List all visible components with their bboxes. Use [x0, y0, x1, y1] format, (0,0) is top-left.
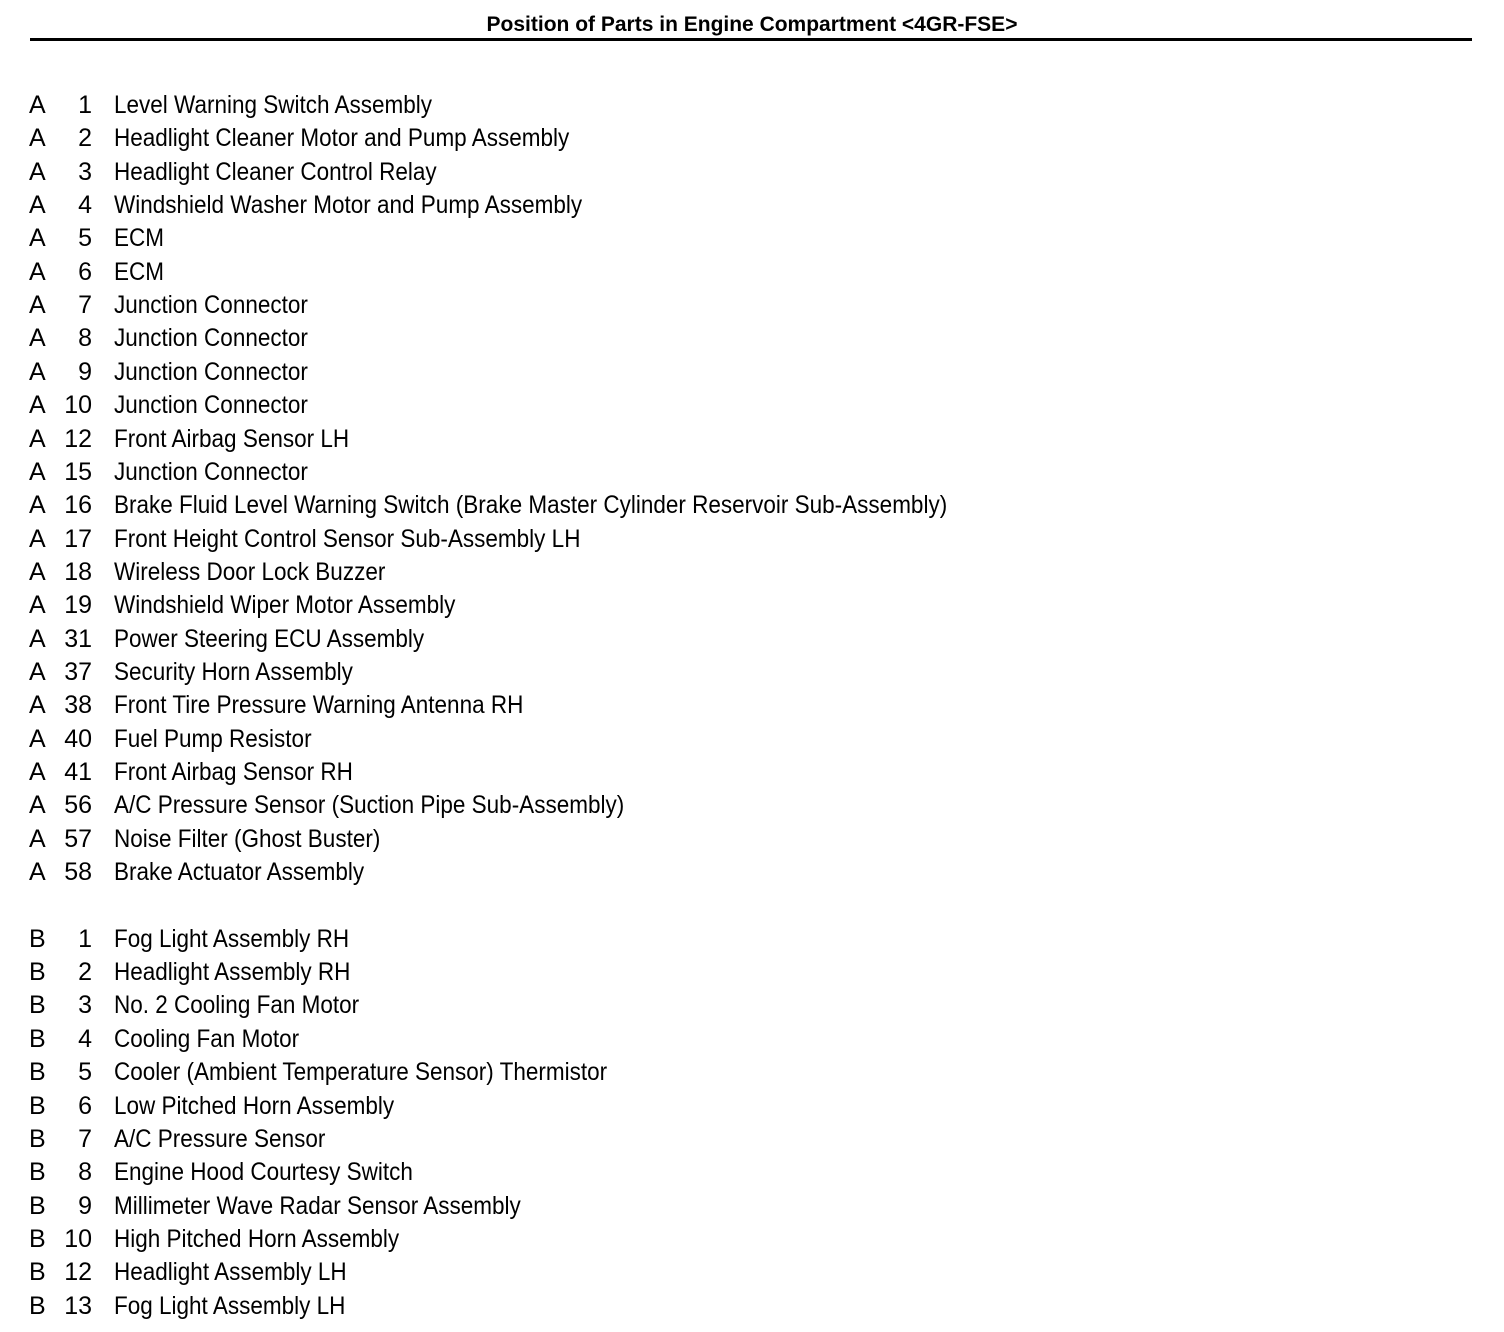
part-number: 2 — [78, 124, 92, 152]
part-group-letter: B — [29, 1225, 46, 1253]
part-row — [0, 256, 1504, 289]
part-name: Fog Light Assembly LH — [114, 1292, 346, 1320]
part-row — [0, 923, 1504, 956]
part-row — [0, 856, 1504, 889]
part-group-letter: A — [29, 358, 46, 386]
part-number: 4 — [78, 1025, 92, 1053]
part-row — [0, 989, 1504, 1022]
part-number: 10 — [64, 1225, 92, 1253]
part-name: Front Height Control Sensor Sub-Assembly LH — [114, 525, 581, 553]
part-name: Wireless Door Lock Buzzer — [114, 558, 386, 586]
part-row — [0, 356, 1504, 389]
part-name: A/C Pressure Sensor — [114, 1125, 326, 1153]
part-group-letter: B — [29, 1058, 46, 1086]
part-name: Noise Filter (Ghost Buster) — [114, 825, 381, 853]
part-name: Headlight Cleaner Control Relay — [114, 158, 437, 186]
part-name: Level Warning Switch Assembly — [114, 91, 433, 119]
part-group-letter: A — [29, 391, 46, 419]
part-row — [0, 656, 1504, 689]
part-group-letter: B — [29, 1158, 46, 1186]
part-group-letter: A — [29, 558, 46, 586]
part-group-letter: A — [29, 825, 46, 853]
part-row — [0, 189, 1504, 222]
part-number: 2 — [78, 958, 92, 986]
part-number: 41 — [64, 758, 92, 786]
part-group-letter: B — [29, 1292, 46, 1320]
part-name: Engine Hood Courtesy Switch — [114, 1158, 413, 1186]
part-row — [0, 723, 1504, 756]
part-group-letter: A — [29, 858, 46, 886]
part-number: 9 — [78, 358, 92, 386]
part-group-letter: A — [29, 91, 46, 119]
part-group-letter: A — [29, 258, 46, 286]
part-row — [0, 1156, 1504, 1189]
part-group-letter: A — [29, 758, 46, 786]
part-name: Windshield Wiper Motor Assembly — [114, 591, 456, 619]
part-row — [0, 623, 1504, 656]
part-group-letter: A — [29, 658, 46, 686]
part-name: Brake Fluid Level Warning Switch (Brake Master Cylinder Reservoir Sub-Assembly) — [114, 491, 948, 519]
part-name: High Pitched Horn Assembly — [114, 1225, 400, 1253]
part-row — [0, 1223, 1504, 1256]
part-group-letter: A — [29, 691, 46, 719]
part-number: 40 — [64, 725, 92, 753]
part-number: 12 — [64, 425, 92, 453]
part-name: Security Horn Assembly — [114, 658, 353, 686]
part-group-letter: A — [29, 625, 46, 653]
part-number: 8 — [78, 1158, 92, 1186]
part-number: 5 — [78, 1058, 92, 1086]
part-name: Junction Connector — [114, 324, 308, 352]
part-name: Fuel Pump Resistor — [114, 725, 312, 753]
part-number: 13 — [64, 1292, 92, 1320]
part-row — [0, 1056, 1504, 1089]
part-name: Power Steering ECU Assembly — [114, 625, 425, 653]
part-group-letter: A — [29, 291, 46, 319]
part-number: 1 — [78, 925, 92, 953]
part-number: 37 — [64, 658, 92, 686]
part-name: Junction Connector — [114, 458, 308, 486]
part-row — [0, 122, 1504, 155]
part-row — [0, 756, 1504, 789]
part-row — [0, 1290, 1504, 1323]
part-row — [0, 1090, 1504, 1123]
part-name: ECM — [114, 224, 165, 252]
part-name: Millimeter Wave Radar Sensor Assembly — [114, 1192, 521, 1220]
part-row — [0, 823, 1504, 856]
part-row — [0, 289, 1504, 322]
part-group-letter: A — [29, 124, 46, 152]
part-row — [0, 523, 1504, 556]
part-number: 4 — [78, 191, 92, 219]
part-group-letter: A — [29, 791, 46, 819]
part-number: 57 — [64, 825, 92, 853]
part-group-letter: A — [29, 224, 46, 252]
part-number: 31 — [64, 625, 92, 653]
part-name: Cooling Fan Motor — [114, 1025, 300, 1053]
part-number: 7 — [78, 1125, 92, 1153]
part-number: 17 — [64, 525, 92, 553]
part-number: 18 — [64, 558, 92, 586]
part-number: 15 — [64, 458, 92, 486]
part-number: 58 — [64, 858, 92, 886]
part-number: 38 — [64, 691, 92, 719]
part-group-letter: B — [29, 1258, 46, 1286]
part-number: 7 — [78, 291, 92, 319]
part-group-letter: B — [29, 925, 46, 953]
part-number: 16 — [64, 491, 92, 519]
part-group-letter: A — [29, 525, 46, 553]
part-row — [0, 156, 1504, 189]
part-row — [0, 956, 1504, 989]
part-number: 6 — [78, 1092, 92, 1120]
part-number: 3 — [78, 991, 92, 1019]
part-row — [0, 489, 1504, 522]
part-number: 6 — [78, 258, 92, 286]
part-group-letter: B — [29, 1092, 46, 1120]
part-number: 56 — [64, 791, 92, 819]
part-number: 12 — [64, 1258, 92, 1286]
part-name: Front Tire Pressure Warning Antenna RH — [114, 691, 524, 719]
part-group-letter: A — [29, 324, 46, 352]
part-name: Junction Connector — [114, 358, 308, 386]
part-number: 5 — [78, 224, 92, 252]
part-row — [0, 556, 1504, 589]
part-group-letter: B — [29, 1025, 46, 1053]
part-name: Low Pitched Horn Assembly — [114, 1092, 395, 1120]
part-row — [0, 789, 1504, 822]
part-row — [0, 689, 1504, 722]
part-name: Headlight Cleaner Motor and Pump Assembly — [114, 124, 570, 152]
part-row — [0, 589, 1504, 622]
part-row — [0, 389, 1504, 422]
part-name: Front Airbag Sensor LH — [114, 425, 350, 453]
part-group-letter: B — [29, 1125, 46, 1153]
part-group-letter: A — [29, 458, 46, 486]
part-group-letter: A — [29, 491, 46, 519]
part-name: Cooler (Ambient Temperature Sensor) Thermistor — [114, 1058, 608, 1086]
part-name: No. 2 Cooling Fan Motor — [114, 991, 360, 1019]
part-number: 3 — [78, 158, 92, 186]
part-row — [0, 1256, 1504, 1289]
part-name: Front Airbag Sensor RH — [114, 758, 353, 786]
part-row — [0, 456, 1504, 489]
part-name: Headlight Assembly LH — [114, 1258, 347, 1286]
part-number: 10 — [64, 391, 92, 419]
part-row — [0, 89, 1504, 122]
part-row — [0, 1190, 1504, 1223]
part-name: A/C Pressure Sensor (Suction Pipe Sub-Assembly) — [114, 791, 625, 819]
part-name: Fog Light Assembly RH — [114, 925, 350, 953]
part-group-letter: B — [29, 958, 46, 986]
part-row — [0, 322, 1504, 355]
part-group-letter: B — [29, 1192, 46, 1220]
part-name: Junction Connector — [114, 291, 308, 319]
part-number: 19 — [64, 591, 92, 619]
part-row — [0, 222, 1504, 255]
part-group-letter: A — [29, 591, 46, 619]
part-number: 9 — [78, 1192, 92, 1220]
part-group-letter: A — [29, 725, 46, 753]
part-number: 1 — [78, 91, 92, 119]
part-row — [0, 1023, 1504, 1056]
part-group-letter: A — [29, 191, 46, 219]
part-row — [0, 423, 1504, 456]
part-group-letter: A — [29, 158, 46, 186]
part-name: ECM — [114, 258, 165, 286]
part-name: Headlight Assembly RH — [114, 958, 351, 986]
part-number: 8 — [78, 324, 92, 352]
part-name: Brake Actuator Assembly — [114, 858, 365, 886]
part-row — [0, 1123, 1504, 1156]
part-group-letter: B — [29, 991, 46, 1019]
page-title: Position of Parts in Engine Compartment <4GR-FSE> — [486, 13, 1018, 36]
part-name: Windshield Washer Motor and Pump Assembly — [114, 191, 583, 219]
part-group-letter: A — [29, 425, 46, 453]
part-name: Junction Connector — [114, 391, 308, 419]
